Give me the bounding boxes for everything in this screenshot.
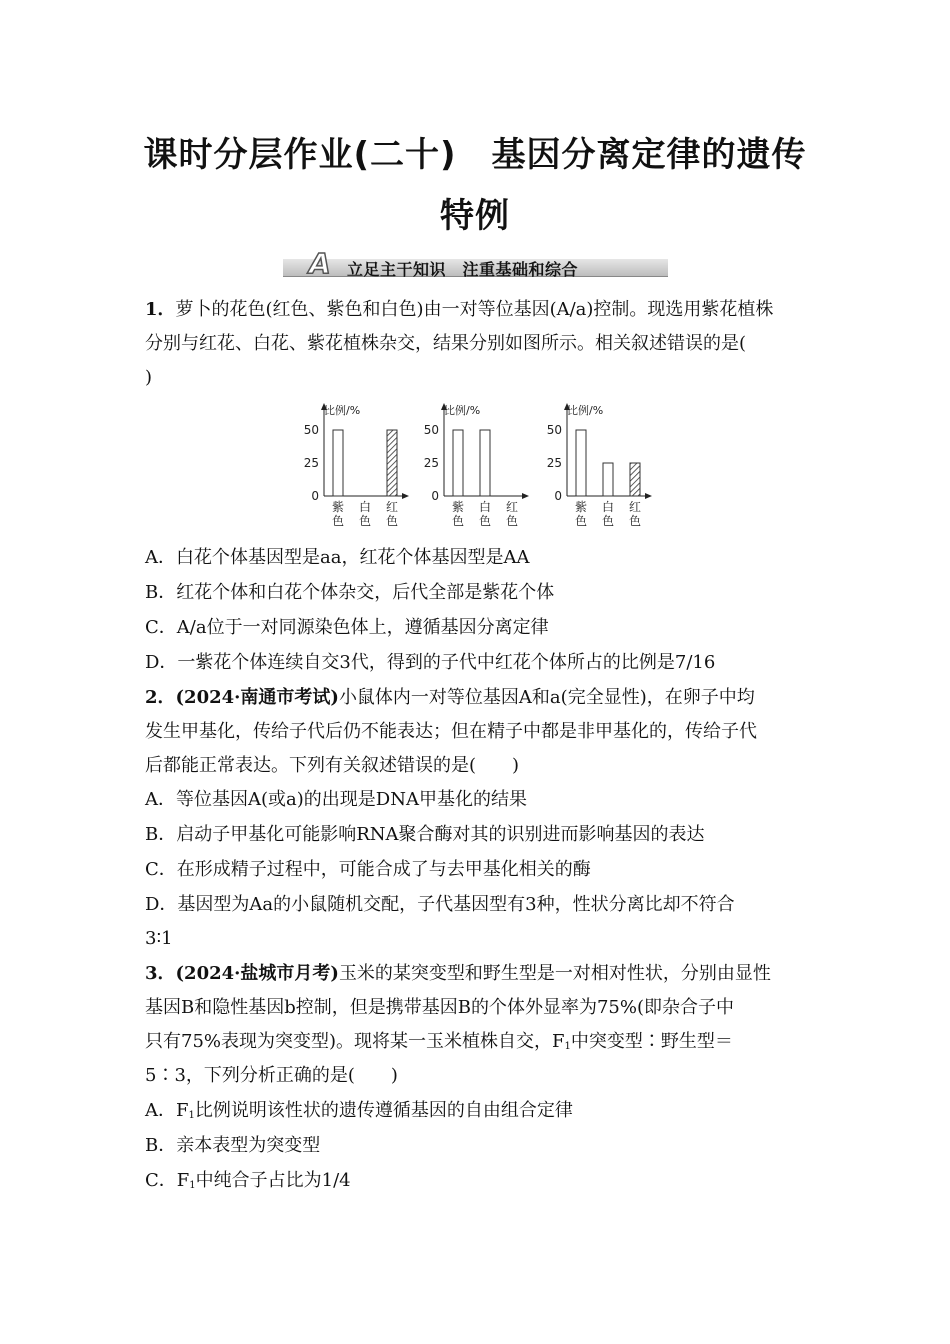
y-axis-label: 比例/% — [567, 404, 604, 417]
x-axis-arrow — [645, 493, 652, 499]
x-tick-label: 红 — [505, 500, 519, 514]
bar-红色 — [630, 463, 640, 496]
q3-option-c — [145, 1169, 351, 1198]
y-tick-label: 0 — [431, 489, 439, 503]
y-tick-label: 50 — [303, 423, 319, 437]
q1-stem-line-1 — [145, 298, 773, 322]
q2-option-d: D．基因型为Aa的小鼠随机交配，子代基因型有3种，性状分离比却不符合 — [145, 894, 735, 915]
q2-source: (2024·南通市考试) — [175, 687, 339, 708]
x-axis-arrow — [402, 493, 409, 499]
q3-source: (2024·盐城市月考) — [175, 963, 339, 984]
x-tick-label: 红 — [628, 500, 642, 514]
q1-number: 1． — [145, 299, 176, 320]
q1-stem-line-2: 分别与红花、白花、紫花植株杂交，结果分别如图所示。相关叙述错误的是( — [145, 333, 747, 354]
bar-红色 — [387, 430, 397, 496]
x-tick-label: 白 — [478, 500, 492, 514]
q3-option-c-prefix: C．F — [145, 1170, 190, 1191]
q2-option-b: B．启动子甲基化可能影响RNA聚合酶对其的识别进而影响基因的表达 — [145, 824, 705, 845]
q3-stem-line-2: 基因B和隐性基因b控制，但是携带基因B的个体外显率为75%(即杂合子中 — [145, 997, 735, 1018]
x-tick-label: 色 — [478, 514, 492, 528]
bar-紫色 — [333, 430, 343, 496]
q3-option-a-subscript: 1 — [188, 1110, 195, 1121]
q2-stem-line-3: 后都能正常表达。下列有关叙述错误的是( ) — [145, 755, 520, 776]
section-banner — [283, 249, 668, 279]
x-tick-label: 色 — [574, 514, 588, 528]
bar-紫色 — [576, 430, 586, 496]
q3-option-a-text: 比例说明该性状的遗传遵循基因的自由组合定律 — [194, 1100, 573, 1121]
q1-option-b: B．红花个体和白花个体杂交，后代全部是紫花个体 — [145, 582, 555, 603]
bar-白色 — [603, 463, 613, 496]
bar-chart-1-svg — [300, 398, 415, 536]
q3-option-b: B．亲本表型为突变型 — [145, 1135, 321, 1156]
x-tick-label: 色 — [628, 514, 642, 528]
page-title-continued: 特例 — [440, 196, 510, 236]
bar-chart-2-svg — [420, 398, 535, 536]
q3-option-a-prefix: A．F — [145, 1100, 189, 1121]
x-tick-label: 色 — [601, 514, 615, 528]
x-axis-arrow — [522, 493, 529, 499]
y-tick-label: 25 — [423, 456, 439, 470]
q3-option-c-text: 中纯合子占比为1/4 — [195, 1170, 351, 1191]
q2-stem-text: 小鼠体内一对等位基因A和a(完全显性)，在卵子中均 — [338, 687, 755, 708]
x-tick-label: 红 — [385, 500, 399, 514]
q1-option-c: C．A/a位于一对同源染色体上，遵循基因分离定律 — [145, 617, 549, 638]
bar-chart-2 — [420, 398, 535, 536]
bar-chart-1 — [300, 398, 415, 536]
q3-option-a — [145, 1099, 573, 1128]
x-tick-label: 紫 — [574, 500, 588, 514]
x-tick-label: 白 — [358, 500, 372, 514]
y-tick-label: 25 — [546, 456, 562, 470]
q3-option-c-subscript: 1 — [189, 1180, 196, 1191]
banner-letter: A — [309, 247, 331, 280]
x-tick-label: 色 — [331, 514, 345, 528]
bar-chart-3 — [543, 398, 658, 536]
q3-subscript: 1 — [564, 1041, 571, 1052]
x-tick-label: 色 — [505, 514, 519, 528]
y-tick-label: 0 — [311, 489, 319, 503]
y-axis-label: 比例/% — [324, 404, 361, 417]
q3-stem-line-4: 5∶3，下列分析正确的是( ) — [145, 1065, 398, 1086]
y-tick-label: 50 — [423, 423, 439, 437]
x-tick-label: 白 — [601, 500, 615, 514]
q2-option-a: A．等位基因A(或a)的出现是DNA甲基化的结果 — [145, 789, 527, 810]
x-tick-label: 色 — [385, 514, 399, 528]
q1-option-d: D．一紫花个体连续自交3代，得到的子代中红花个体所占的比例是7/16 — [145, 652, 716, 673]
bar-chart-3-svg — [543, 398, 658, 536]
q2-option-d-continued: 3∶1 — [145, 928, 173, 949]
q1-stem-line-3: ) — [145, 367, 153, 388]
q1-option-a: A．白花个体基因型是aa，红花个体基因型是AA — [145, 547, 530, 568]
q3-stem-text: 玉米的某突变型和野生型是一对相对性状，分别由显性 — [338, 963, 771, 984]
q3-stem-line-1 — [145, 962, 771, 986]
q2-option-c: C．在形成精子过程中，可能合成了与去甲基化相关的酶 — [145, 859, 591, 880]
q3-stem-text-3-tail: 中突变型∶野生型＝ — [570, 1031, 733, 1052]
y-tick-label: 50 — [546, 423, 562, 437]
x-tick-label: 色 — [451, 514, 465, 528]
y-tick-label: 0 — [554, 489, 562, 503]
y-axis-label: 比例/% — [444, 404, 481, 417]
q2-stem-line-2: 发生甲基化，传给子代后仍不能表达；但在精子中都是非甲基化的，传给子代 — [145, 721, 757, 742]
x-tick-label: 紫 — [451, 500, 465, 514]
x-tick-label: 紫 — [331, 500, 345, 514]
q1-stem-text: 萝卜的花色(红色、紫色和白色)由一对等位基因(A/a)控制。现选用紫花植株 — [175, 299, 774, 320]
q2-stem-line-1 — [145, 686, 755, 710]
page-title: 课时分层作业(二十) 基因分离定律的遗传 — [143, 135, 807, 175]
banner-text: 立足主干知识 注重基础和综合 — [347, 260, 579, 279]
q3-number: 3． — [145, 963, 176, 984]
q2-number: 2． — [145, 687, 176, 708]
bar-白色 — [480, 430, 490, 496]
x-tick-label: 色 — [358, 514, 372, 528]
y-tick-label: 25 — [303, 456, 319, 470]
bar-紫色 — [453, 430, 463, 496]
q3-stem-line-3 — [145, 1030, 733, 1059]
q3-stem-text-3: 只有75%表现为突变型)。现将某一玉米植株自交，F — [145, 1031, 565, 1052]
